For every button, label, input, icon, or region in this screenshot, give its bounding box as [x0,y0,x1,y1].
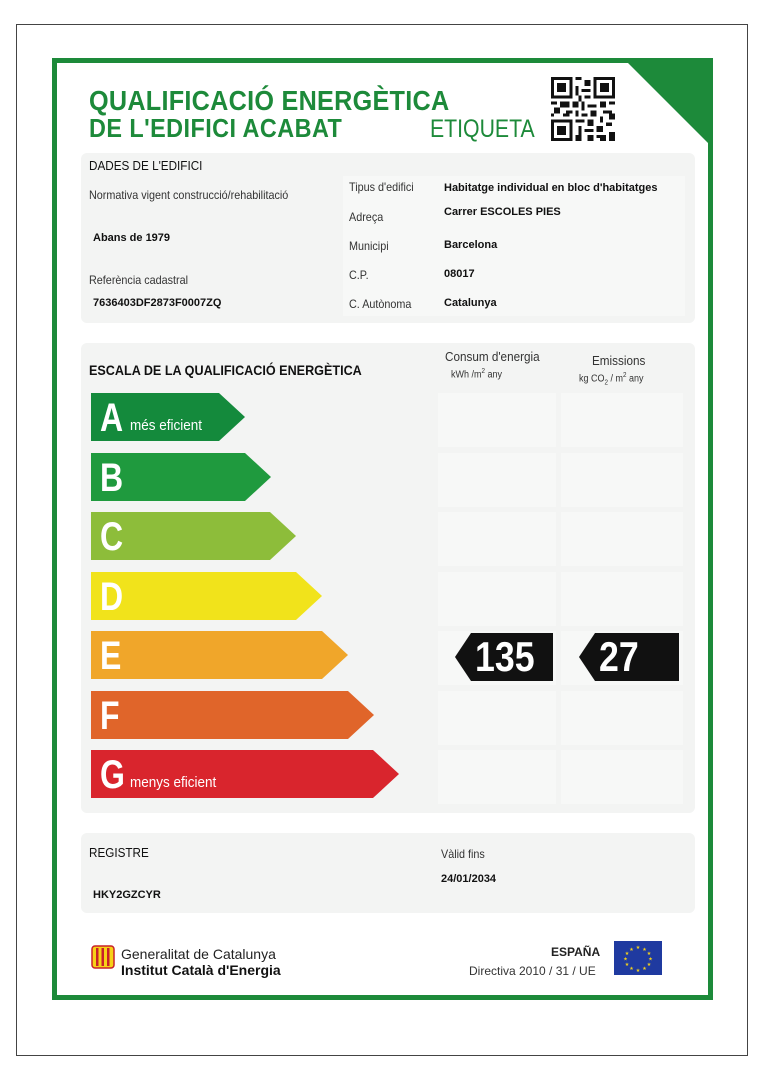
svg-text:★: ★ [623,956,628,963]
class-letter-c: C [100,515,124,559]
class-bar-shape-e [91,631,348,679]
adreca-label: Adreça [349,210,384,224]
emissions-unit-text-3: any [626,373,644,385]
svg-text:★: ★ [624,961,630,968]
emissions-title: Emissions [592,353,646,368]
eu-flag-icon [614,941,662,975]
class-letter-a: A [100,396,124,440]
svg-text:★: ★ [635,945,641,951]
valid-value: 24/01/2034 [441,873,497,885]
municipi-label: Municipi [349,239,389,253]
adreca-value: Carrer ESCOLES PIES [444,206,561,218]
value-cell [438,453,556,507]
energy-label-card [52,58,713,1000]
emissions-unit-sup: 2 [623,372,627,379]
title-line-2: DE L'EDIFICI ACABAT [89,113,343,143]
org-line-1: Generalitat de Catalunya [121,946,276,962]
etiqueta-label: ETIQUETA [430,115,535,143]
registre-value: HKY2GZCYR [93,889,161,901]
value-cell [561,453,683,507]
qr-code-icon [551,77,615,141]
title-line-1: QUALIFICACIÓ ENERGÈTICA [89,85,450,116]
referencia-label: Referència cadastral [89,273,189,287]
svg-text:★: ★ [642,946,647,953]
svg-text:★: ★ [648,956,653,963]
svg-text:★: ★ [646,961,652,968]
referencia-value: 7636403DF2873F0007ZQ [93,297,222,309]
consum-unit-text: kWh /m [451,369,482,381]
building-fields-box [343,176,685,316]
consum-unit-sup: 2 [481,368,486,375]
class-bar-shape-f [91,691,374,739]
tipus-value: Habitatge individual en bloc d'habitatges [444,182,658,194]
scale-section-title: ESCALA DE LA QUALIFICACIÓ ENERGÈTICA [89,362,362,378]
autonoma-value: Catalunya [444,297,497,309]
normativa-value: Abans de 1979 [93,232,171,244]
value-cell [438,750,556,804]
generalitat-logo-icon [91,945,115,969]
value-cell [438,691,556,745]
directive-label: Directiva 2010 / 31 / UE [469,964,596,978]
value-cell [561,691,683,745]
value-cell [561,572,683,626]
autonoma-label: C. Autònoma [349,297,412,311]
value-cell [438,572,556,626]
building-section-title: DADES DE L'EDIFICI [89,158,203,173]
emissions-unit-sub: 2 [604,379,609,387]
class-bar-g [91,750,399,798]
class-bar-f [91,691,374,739]
tipus-label: Tipus d'edifici [349,180,414,194]
cp-label: C.P. [349,268,369,282]
svg-text:★: ★ [635,967,641,974]
value-cell [438,512,556,566]
class-letter-b: B [100,456,124,500]
value-cell [561,750,683,804]
normativa-label: Normativa vigent construcció/rehabilitació [89,188,289,202]
svg-text:★: ★ [646,951,652,958]
consum-value: 135 [475,633,535,680]
svg-text:★: ★ [642,966,647,972]
municipi-value: Barcelona [444,239,498,251]
org-line-2: Institut Català d'Energia [121,962,281,978]
class-desc-a: més eficient [130,417,203,434]
svg-text:★: ★ [629,966,634,972]
class-letter-f: F [100,694,120,738]
class-letter-d: D [100,575,124,619]
class-bar-e [91,631,348,679]
corner-decoration [623,58,713,148]
svg-text:★: ★ [624,951,630,958]
class-bar-d [91,572,322,620]
emissions-unit [579,372,644,386]
cp-value: 08017 [444,268,475,280]
class-desc-g: menys eficient [130,774,217,791]
valid-label: Vàlid fins [441,847,485,861]
consum-unit [451,368,502,380]
svg-text:★: ★ [629,946,634,953]
value-cell [561,512,683,566]
consum-unit-text-2: any [485,369,503,381]
class-letter-e: E [100,634,122,678]
value-cell [561,393,683,447]
value-cell [438,393,556,447]
emissions-value: 27 [599,633,639,680]
class-letter-g: G [100,753,125,797]
emissions-unit-text: kg CO [579,373,605,385]
class-bar-c [91,512,296,560]
class-bar-b [91,453,271,501]
emissions-unit-text-2: / m [608,373,624,385]
registre-panel [81,833,695,913]
class-bar-shape-d [91,572,322,620]
registre-label: REGISTRE [89,845,149,860]
class-bar-a [91,393,245,441]
consum-title: Consum d'energia [445,349,540,364]
country-label: ESPAÑA [551,945,601,959]
